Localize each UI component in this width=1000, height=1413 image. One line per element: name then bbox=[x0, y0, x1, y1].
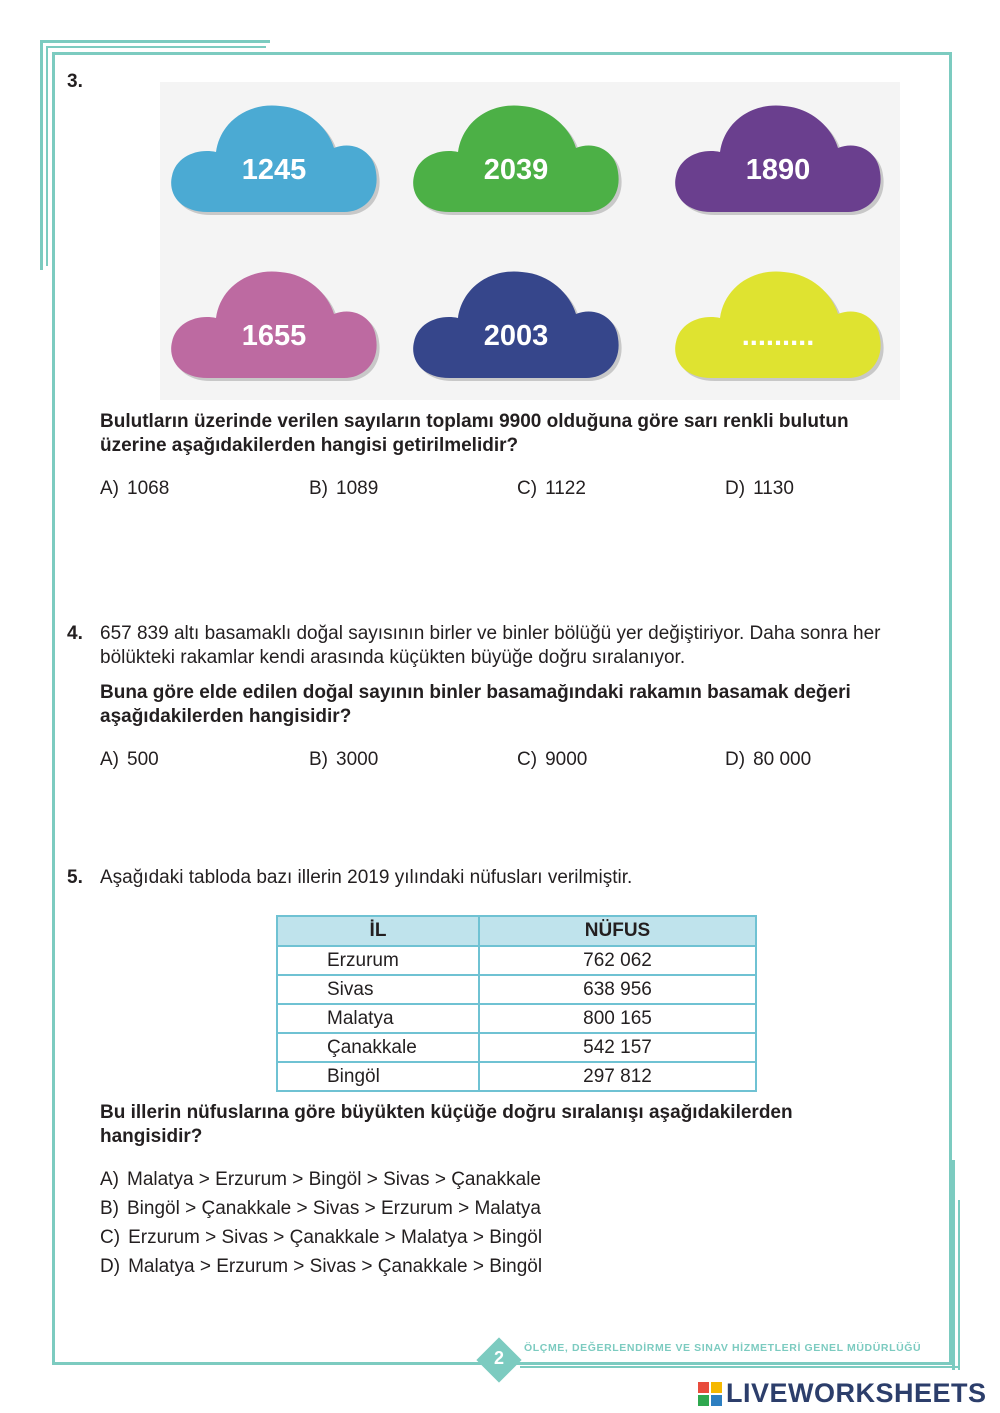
table-row bbox=[277, 946, 756, 975]
frame-deco-left-2 bbox=[46, 46, 48, 266]
question-5-number: 5. bbox=[67, 867, 83, 888]
q4-option-a[interactable]: A) 500 bbox=[100, 749, 159, 770]
cloud-4 bbox=[168, 258, 380, 382]
question-3-text-line1: Bulutların üzerinde verilen sayıların toplamı 9900 olduğuna göre sarı renkli bulutun bbox=[100, 411, 849, 432]
cloud-3 bbox=[672, 92, 884, 216]
table-row bbox=[277, 1062, 756, 1091]
table-header-nufus: NÜFUS bbox=[479, 916, 756, 946]
q5-option-b[interactable]: B) Bingöl > Çanakkale > Sivas > Erzurum > Malatya bbox=[100, 1198, 541, 1219]
question-4-intro-line2: bölükteki rakamlar kendi arasında küçükten büyüğe doğru sıralanıyor. bbox=[100, 647, 686, 668]
q3-option-b[interactable]: B) 1089 bbox=[309, 478, 379, 499]
question-4-text-line1: Buna göre elde edilen doğal sayının binler basamağındaki rakamın basamak değeri bbox=[100, 682, 851, 703]
table-header-row bbox=[277, 916, 756, 946]
table-cell-nufus: 800 165 bbox=[479, 1004, 756, 1033]
q5-option-a[interactable]: A) Malatya > Erzurum > Bingöl > Sivas > Çanakkale bbox=[100, 1169, 541, 1190]
table-header-il: İL bbox=[277, 916, 479, 946]
table-row bbox=[277, 975, 756, 1004]
question-5-text-line2: hangisidir? bbox=[100, 1126, 203, 1147]
frame-deco-right-2 bbox=[958, 1200, 960, 1370]
cloud-number: ......... bbox=[741, 320, 815, 352]
table-cell-nufus: 542 157 bbox=[479, 1033, 756, 1062]
cloud-number: 1890 bbox=[745, 154, 811, 186]
table-cell-nufus: 297 812 bbox=[479, 1062, 756, 1091]
question-3-text-line2: üzerine aşağıdakilerden hangisi getirilmelidir? bbox=[100, 435, 519, 456]
table-cell-il: Erzurum bbox=[277, 946, 479, 975]
table-cell-il: Sivas bbox=[277, 975, 479, 1004]
table-cell-il: Malatya bbox=[277, 1004, 479, 1033]
footer-institution: ÖLÇME, DEĞERLENDİRME VE SINAV HİZMETLERİ GENEL MÜDÜRLÜĞÜ bbox=[524, 1342, 922, 1354]
liveworksheets-brand: LIVEWORKSHEETS bbox=[726, 1378, 987, 1408]
cloud-1 bbox=[168, 92, 380, 216]
frame-deco-left-1 bbox=[40, 40, 43, 270]
frame-deco-bottom-1 bbox=[520, 1366, 960, 1368]
question-5-intro: Aşağıdaki tabloda bazı illerin 2019 yılındaki nüfusları verilmiştir. bbox=[100, 867, 633, 888]
q4-option-c[interactable]: C) 9000 bbox=[517, 749, 588, 770]
table-cell-il: Bingöl bbox=[277, 1062, 479, 1091]
q4-option-d[interactable]: D) 80 000 bbox=[725, 749, 812, 770]
cloud-number: 1245 bbox=[241, 154, 307, 186]
cloud-2 bbox=[410, 92, 622, 216]
q5-option-d[interactable]: D) Malatya > Erzurum > Sivas > Çanakkale > Bingöl bbox=[100, 1256, 543, 1277]
q5-option-c[interactable]: C) Erzurum > Sivas > Çanakkale > Malatya > Bingöl bbox=[100, 1227, 543, 1248]
table-cell-nufus: 762 062 bbox=[479, 946, 756, 975]
frame-deco-top-2 bbox=[46, 46, 266, 48]
cloud-number: 2039 bbox=[483, 154, 549, 186]
population-table bbox=[276, 915, 757, 1092]
frame-deco-right-1 bbox=[952, 1160, 955, 1370]
cloud-6 bbox=[672, 258, 884, 382]
q3-option-c[interactable]: C) 1122 bbox=[517, 478, 586, 499]
question-4-number: 4. bbox=[67, 623, 83, 644]
question-3-number: 3. bbox=[67, 71, 83, 92]
q3-option-d[interactable]: D) 1130 bbox=[725, 478, 794, 499]
page-number: 2 bbox=[493, 1348, 504, 1368]
question-5-text-line1: Bu illerin nüfuslarına göre büyükten küçüğe doğru sıralanışı aşağıdakilerden bbox=[100, 1102, 793, 1123]
q4-option-b[interactable]: B) 3000 bbox=[309, 749, 379, 770]
cloud-number: 2003 bbox=[483, 320, 549, 352]
question-4-text-line2: aşağıdakilerden hangisidir? bbox=[100, 706, 352, 727]
cloud-5 bbox=[410, 258, 622, 382]
frame-deco-top-1 bbox=[40, 40, 270, 43]
table-cell-nufus: 638 956 bbox=[479, 975, 756, 1004]
q3-option-a[interactable]: A) 1068 bbox=[100, 478, 170, 499]
liveworksheets-logo-icon bbox=[698, 1382, 722, 1406]
table-row bbox=[277, 1033, 756, 1062]
table-row bbox=[277, 1004, 756, 1033]
table-cell-il: Çanakkale bbox=[277, 1033, 479, 1062]
question-4-intro-line1: 657 839 altı basamaklı doğal sayısının birler ve binler bölüğü yer değiştiriyor. Daha sonra her bbox=[100, 623, 881, 644]
cloud-number: 1655 bbox=[241, 320, 307, 352]
